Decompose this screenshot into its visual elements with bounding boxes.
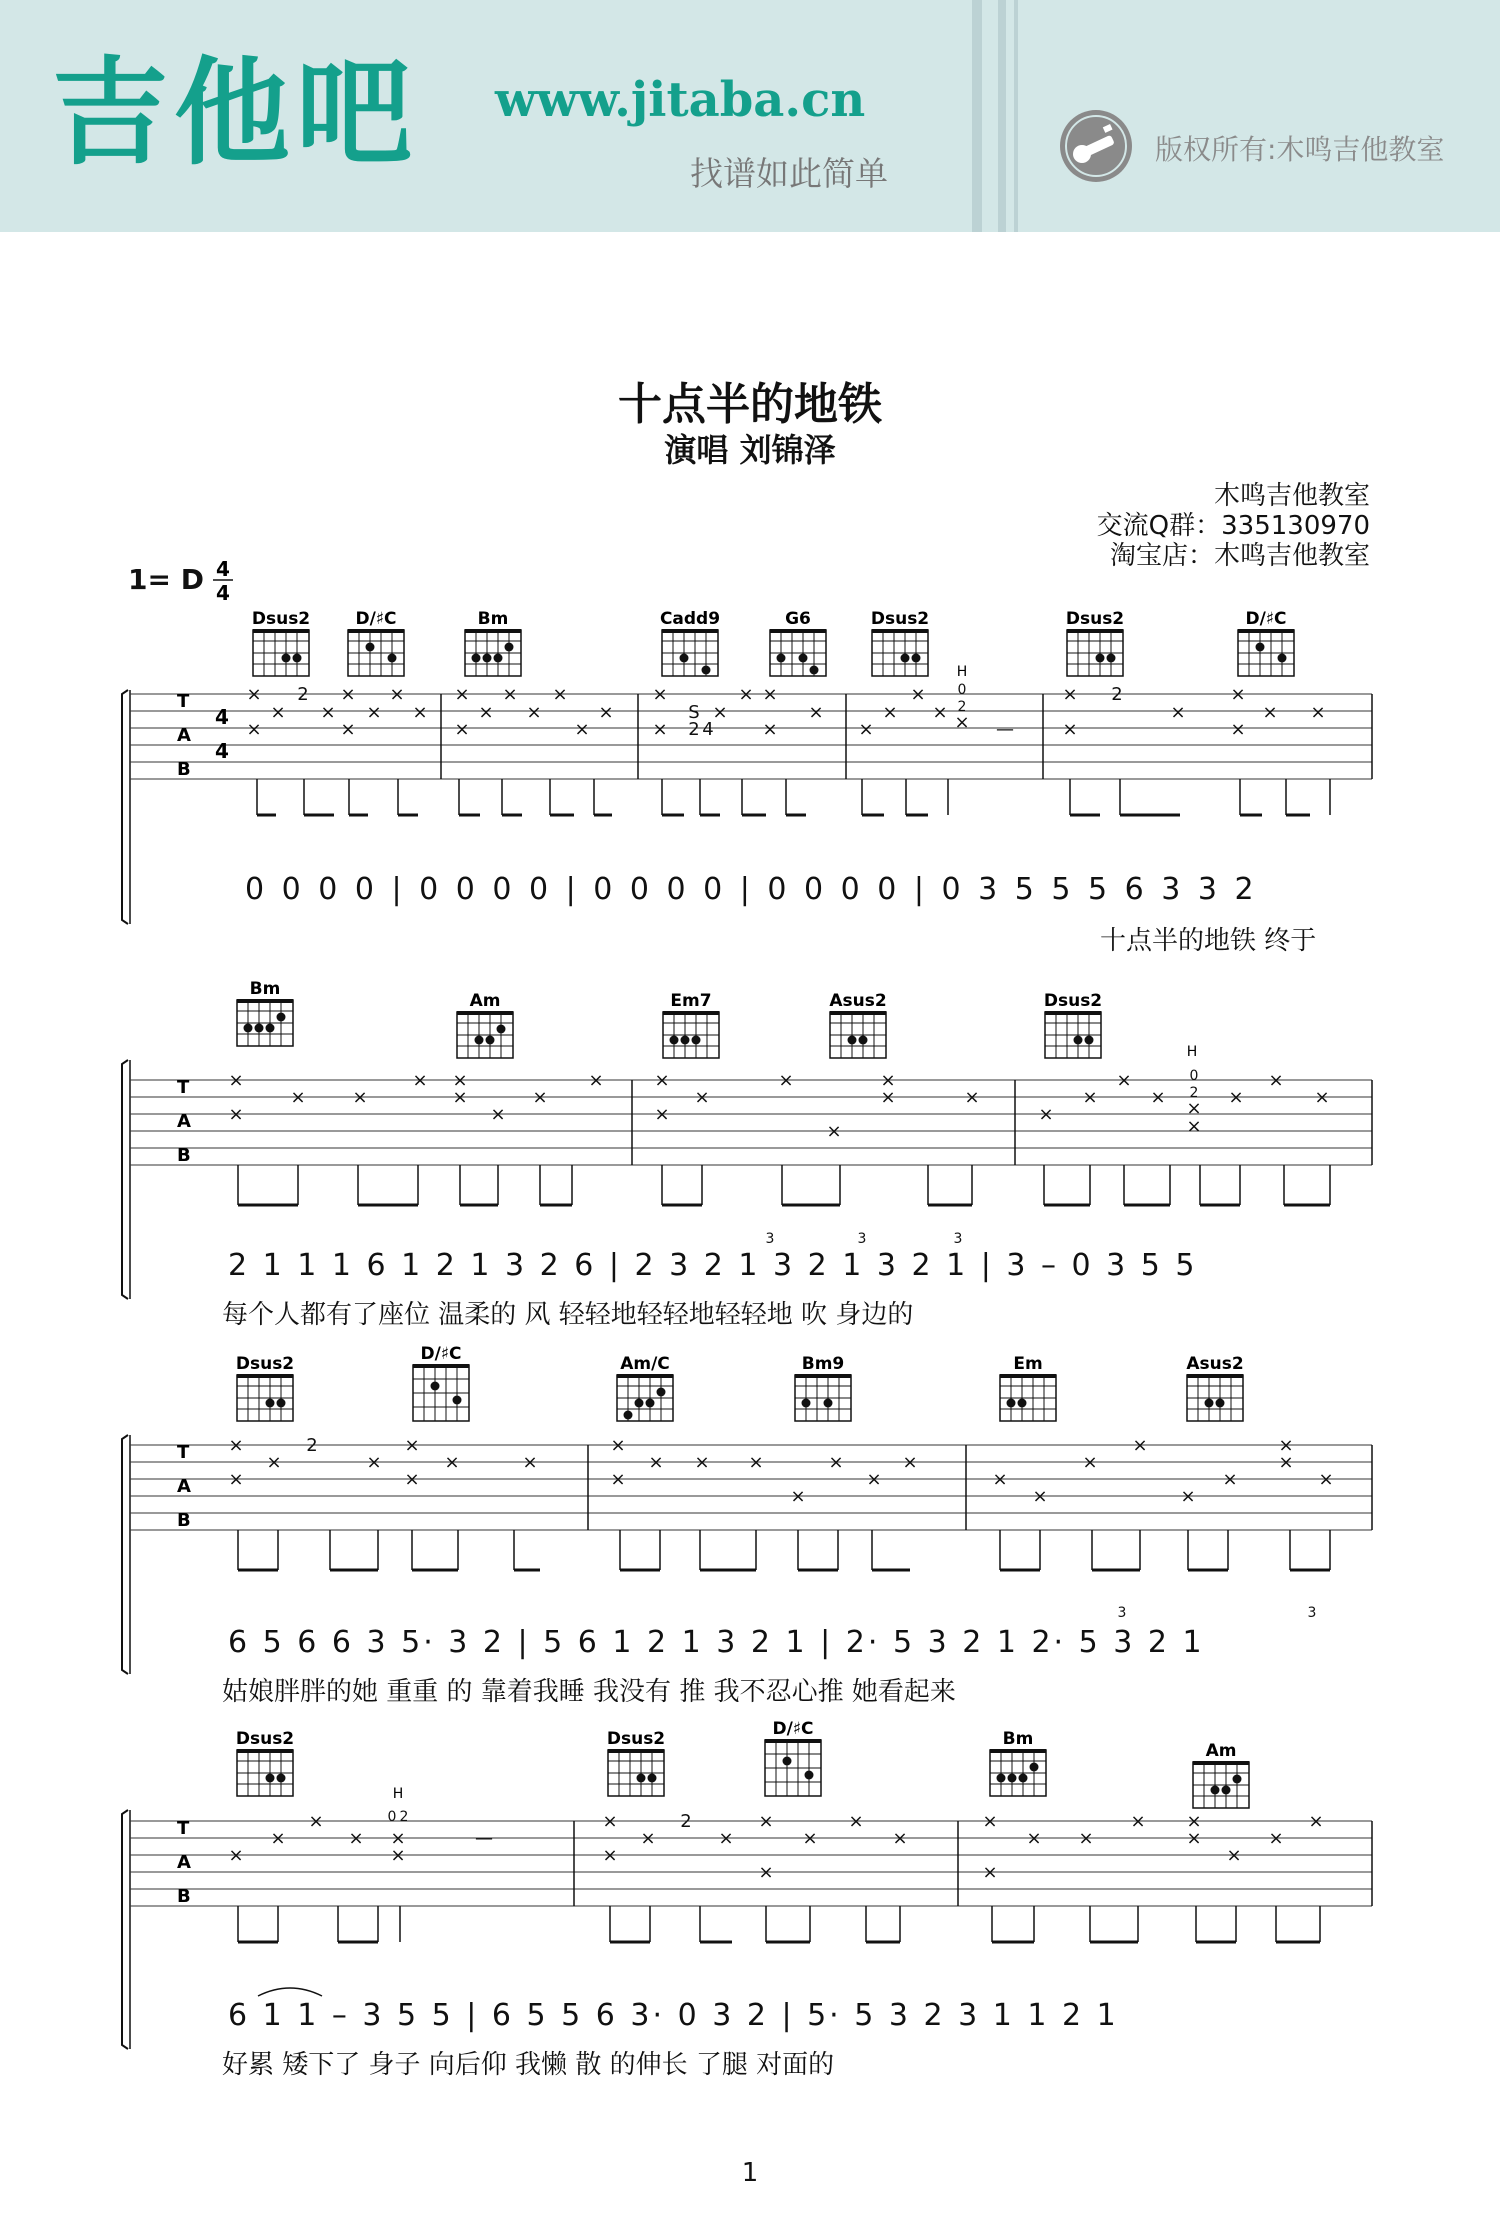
lyrics-line: 姑娘胖胖的她 重重 的 靠着我睡 我没有 推 我不忍心推 她看起来 (222, 1677, 956, 1707)
time-sig-bottom: 4 (216, 581, 230, 604)
numbered-notation: 0 0 0 0 | 0 0 0 0 | 0 0 0 0 | 0 0 0 0 | 0 3 5 5 5 6 3 3 2 (245, 872, 1258, 907)
svg-text:×: × (910, 684, 926, 705)
svg-text:×: × (352, 1087, 368, 1108)
svg-text:×: × (964, 1087, 980, 1108)
svg-text:×: × (404, 1435, 420, 1456)
svg-text:×: × (762, 684, 778, 705)
svg-text:2: 2 (957, 699, 967, 715)
chord-name: Dsus2 (870, 609, 930, 629)
time-sig-top: 4 (216, 557, 230, 581)
shop-name: 淘宝店：木鸣吉他教室 (1109, 541, 1370, 571)
svg-text:×: × (412, 702, 428, 723)
svg-text:2: 2 (399, 1809, 409, 1825)
svg-text:×: × (882, 702, 898, 723)
chord-diagram (617, 1354, 673, 1421)
svg-text:A: A (177, 1111, 191, 1132)
chord-name: Dsus2 (606, 1729, 666, 1749)
svg-text:×: × (1314, 1087, 1330, 1108)
chord-name: Em7 (670, 991, 712, 1011)
svg-text:×: × (738, 684, 754, 705)
svg-text:×: × (1318, 1469, 1334, 1490)
svg-text:×: × (1268, 1828, 1284, 1849)
chord-diagram (990, 1729, 1046, 1796)
chord-diagram (663, 991, 719, 1058)
svg-text:×: × (1228, 1087, 1244, 1108)
svg-text:×: × (1230, 719, 1246, 740)
svg-text:×: × (1038, 1104, 1054, 1125)
svg-text:×: × (652, 684, 668, 705)
svg-text:×: × (848, 1811, 864, 1832)
svg-text:×: × (270, 1828, 286, 1849)
svg-text:×: × (1278, 1435, 1294, 1456)
svg-text:T: T (177, 691, 190, 712)
svg-text:×: × (228, 1469, 244, 1490)
song-title: 十点半的地铁 (618, 379, 882, 430)
svg-text:×: × (954, 712, 970, 733)
svg-text:×: × (1278, 1452, 1294, 1473)
svg-text:B: B (177, 1145, 191, 1166)
svg-text:×: × (270, 702, 286, 723)
brand-url[interactable]: www.jitaba.cn (495, 72, 866, 128)
svg-text:×: × (826, 1121, 842, 1142)
chord-diagram (829, 991, 886, 1058)
svg-text:×: × (1186, 1828, 1202, 1849)
svg-text:×: × (694, 1087, 710, 1108)
chord-diagram (457, 991, 513, 1058)
svg-text:×: × (982, 1862, 998, 1883)
svg-text:×: × (574, 719, 590, 740)
svg-text:×: × (320, 702, 336, 723)
page-number: 1 (741, 2158, 759, 2188)
lyrics-line: 十点半的地铁 终于 (1100, 926, 1317, 956)
svg-text:×: × (758, 1862, 774, 1883)
chord-name: Dsus2 (1043, 991, 1103, 1011)
svg-text:×: × (404, 1469, 420, 1490)
svg-text:×: × (762, 719, 778, 740)
svg-text:×: × (390, 1845, 406, 1866)
svg-text:×: × (389, 684, 405, 705)
chord-name: Dsus2 (251, 609, 311, 629)
svg-text:T: T (177, 1442, 190, 1463)
svg-text:×: × (1186, 1116, 1202, 1137)
svg-text:×: × (610, 1435, 626, 1456)
svg-text:×: × (228, 1104, 244, 1125)
svg-text:×: × (1150, 1087, 1166, 1108)
chord-diagram (236, 1729, 294, 1796)
svg-text:×: × (602, 1845, 618, 1866)
svg-text:×: × (718, 1828, 734, 1849)
header-stripe (1014, 0, 1018, 232)
svg-text:×: × (228, 1070, 244, 1091)
chord-name: D/♯C (355, 609, 397, 629)
svg-text:B: B (177, 1510, 191, 1531)
svg-text:×: × (892, 1828, 908, 1849)
svg-text:×: × (758, 1811, 774, 1832)
svg-text:×: × (522, 1452, 538, 1473)
svg-text:×: × (290, 1087, 306, 1108)
site-header (0, 0, 1500, 232)
svg-text:—: — (475, 1828, 493, 1849)
svg-text:×: × (1078, 1828, 1094, 1849)
score-system (0, 960, 1500, 1330)
chord-diagram (871, 609, 929, 676)
svg-text:×: × (1310, 702, 1326, 723)
svg-text:×: × (1180, 1486, 1196, 1507)
svg-text:0: 0 (1189, 1068, 1199, 1084)
chord-name: D/♯C (1245, 609, 1287, 629)
svg-text:—: — (996, 719, 1014, 740)
chord-diagram (1238, 609, 1294, 676)
chord-name: Bm (1002, 1729, 1034, 1749)
svg-text:2: 2 (1189, 1085, 1199, 1101)
chord-name: G6 (785, 609, 811, 629)
svg-text:B: B (177, 1886, 191, 1907)
svg-text:3: 3 (857, 1231, 867, 1247)
chord-diagram (413, 1344, 469, 1421)
chord-diagram (660, 609, 720, 676)
svg-text:×: × (246, 719, 262, 740)
svg-text:4: 4 (215, 705, 229, 729)
svg-text:×: × (1222, 1469, 1238, 1490)
chord-name: Bm9 (801, 1354, 845, 1374)
svg-text:×: × (1186, 1098, 1202, 1119)
svg-text:×: × (992, 1469, 1008, 1490)
svg-text:×: × (802, 1828, 818, 1849)
svg-text:T: T (177, 1077, 190, 1098)
svg-text:×: × (712, 702, 728, 723)
brand-name: 吉他吧 (52, 46, 418, 181)
svg-text:×: × (1308, 1811, 1324, 1832)
svg-text:×: × (652, 719, 668, 740)
svg-text:A: A (177, 1852, 191, 1873)
svg-text:×: × (808, 702, 824, 723)
score-system (0, 1710, 1500, 2090)
svg-text:×: × (1032, 1486, 1048, 1507)
svg-text:×: × (552, 684, 568, 705)
svg-text:×: × (526, 702, 542, 723)
chord-name: Am (1205, 1741, 1237, 1761)
svg-text:B: B (177, 759, 191, 780)
svg-text:×: × (228, 1845, 244, 1866)
svg-text:×: × (982, 1811, 998, 1832)
svg-text:S: S (688, 702, 700, 723)
svg-text:×: × (1062, 719, 1078, 740)
svg-text:×: × (858, 719, 874, 740)
svg-text:×: × (602, 1811, 618, 1832)
chord-diagram (1186, 1354, 1243, 1421)
header-stripe (972, 0, 982, 232)
svg-text:2: 2 (688, 719, 700, 740)
chord-diagram (252, 609, 310, 676)
chord-name: Dsus2 (235, 1729, 295, 1749)
chord-diagram (1000, 1354, 1056, 1421)
svg-text:×: × (610, 1469, 626, 1490)
svg-text:×: × (654, 1070, 670, 1091)
svg-text:H: H (1186, 1044, 1198, 1060)
svg-text:×: × (1268, 1070, 1284, 1091)
svg-text:2: 2 (306, 1435, 318, 1456)
tab-staff (130, 1044, 1372, 1205)
score-system (0, 590, 1500, 956)
svg-text:4: 4 (215, 739, 229, 763)
svg-text:4: 4 (702, 719, 714, 740)
svg-text:×: × (366, 1452, 382, 1473)
svg-text:×: × (1132, 1435, 1148, 1456)
svg-text:×: × (340, 719, 356, 740)
svg-text:×: × (366, 702, 382, 723)
chord-name: D/♯C (420, 1344, 462, 1364)
svg-text:×: × (880, 1087, 896, 1108)
numbered-notation: 2 1 1 1 6 1 2 1 3 2 6 | 2 3 2 1 3 2 1 3 2 1 | 3 – 0 3 5 5 (228, 1248, 1198, 1283)
chord-diagram (1193, 1741, 1249, 1808)
svg-text:×: × (654, 1104, 670, 1125)
svg-text:×: × (880, 1070, 896, 1091)
svg-text:×: × (454, 684, 470, 705)
chord-name: Em (1013, 1354, 1043, 1374)
svg-text:×: × (1116, 1070, 1132, 1091)
brand-slogan: 找谱如此简单 (690, 154, 888, 193)
svg-text:×: × (478, 702, 494, 723)
svg-text:×: × (452, 1070, 468, 1091)
tab-staff (130, 1435, 1372, 1570)
svg-text:2: 2 (680, 1811, 692, 1832)
chord-name: Am/C (620, 1354, 670, 1374)
svg-text:×: × (1226, 1845, 1242, 1866)
lyrics-line: 每个人都有了座位 温柔的 风 轻轻地轻轻地轻轻地 吹 身边的 (222, 1300, 914, 1330)
svg-text:3: 3 (765, 1231, 775, 1247)
svg-text:H: H (956, 664, 968, 680)
svg-text:A: A (177, 1476, 191, 1497)
svg-text:×: × (1082, 1452, 1098, 1473)
qq-group: 交流Q群：335130970 (1096, 511, 1370, 541)
svg-text:×: × (828, 1452, 844, 1473)
svg-text:×: × (452, 1087, 468, 1108)
svg-text:×: × (266, 1452, 282, 1473)
lyrics-line: 好累 矮下了 身子 向后仰 我懒 散 的伸长 了腿 对面的 (222, 2050, 835, 2080)
chord-diagram (465, 609, 521, 676)
svg-text:0: 0 (957, 682, 967, 698)
chord-diagram (607, 1729, 665, 1796)
svg-text:×: × (932, 702, 948, 723)
chord-diagram (1066, 609, 1124, 676)
chord-name: Bm (249, 979, 281, 999)
svg-text:2: 2 (1111, 684, 1123, 705)
svg-text:×: × (454, 719, 470, 740)
svg-text:A: A (177, 725, 191, 746)
svg-text:×: × (1230, 684, 1246, 705)
chord-name: Cadd9 (659, 609, 721, 629)
chord-name: D/♯C (772, 1719, 814, 1739)
svg-text:×: × (1062, 684, 1078, 705)
svg-text:×: × (502, 684, 518, 705)
svg-text:×: × (532, 1087, 548, 1108)
svg-text:×: × (1170, 702, 1186, 723)
svg-text:×: × (902, 1452, 918, 1473)
svg-text:3: 3 (953, 1231, 963, 1247)
chord-diagram (770, 609, 826, 676)
tab-staff (130, 1786, 1372, 1942)
svg-text:×: × (588, 1070, 604, 1091)
svg-text:3: 3 (1117, 1605, 1127, 1621)
svg-text:×: × (1082, 1087, 1098, 1108)
chord-diagram (1044, 991, 1102, 1058)
numbered-notation: 6 1 1 – 3 5 5 | 6 5 5 6 3· 0 3 2 | 5· 5 3 2 3 1 1 2 1 (228, 1998, 1119, 2033)
svg-text:×: × (866, 1469, 882, 1490)
guitar-badge-icon (1058, 108, 1134, 184)
svg-text:0: 0 (387, 1809, 397, 1825)
chord-diagram (348, 609, 404, 676)
tab-staff (130, 664, 1372, 815)
svg-text:2: 2 (297, 684, 309, 705)
svg-text:×: × (1130, 1811, 1146, 1832)
score-system (0, 1335, 1500, 1707)
svg-text:×: × (1262, 702, 1278, 723)
svg-text:×: × (246, 684, 262, 705)
svg-text:×: × (748, 1452, 764, 1473)
svg-text:×: × (640, 1828, 656, 1849)
svg-text:×: × (694, 1452, 710, 1473)
svg-text:H: H (392, 1786, 404, 1802)
svg-text:×: × (340, 684, 356, 705)
chord-name: Dsus2 (235, 1354, 295, 1374)
svg-text:×: × (598, 702, 614, 723)
chord-diagram (237, 979, 293, 1046)
svg-text:×: × (778, 1070, 794, 1091)
chord-name: Bm (477, 609, 509, 629)
svg-text:×: × (1026, 1828, 1042, 1849)
numbered-notation: 6 5 6 6 3 5· 3 2 | 5 6 1 2 1 3 2 1 | 2· 5 3 2 1 2· 5 3 2 1 (228, 1625, 1205, 1660)
chord-diagram (795, 1354, 851, 1421)
svg-text:×: × (444, 1452, 460, 1473)
chord-name: Am (469, 991, 501, 1011)
svg-text:×: × (648, 1452, 664, 1473)
svg-text:T: T (177, 1818, 190, 1839)
chord-diagram (765, 1719, 821, 1796)
svg-text:×: × (412, 1070, 428, 1091)
svg-text:3: 3 (1307, 1605, 1317, 1621)
svg-text:×: × (348, 1828, 364, 1849)
key-label: 1= D (128, 563, 204, 596)
singer-name: 演唱 刘锦泽 (664, 431, 836, 469)
svg-text:×: × (1186, 1811, 1202, 1832)
chord-diagram (236, 1354, 294, 1421)
svg-text:×: × (790, 1486, 806, 1507)
chord-name: Dsus2 (1065, 609, 1125, 629)
svg-text:×: × (490, 1104, 506, 1125)
chord-name: Asus2 (1186, 1354, 1244, 1374)
chord-name: Asus2 (829, 991, 887, 1011)
svg-text:×: × (308, 1811, 324, 1832)
svg-text:×: × (390, 1828, 406, 1849)
studio-name: 木鸣吉他教室 (1213, 481, 1370, 511)
copyright-text: 版权所有:木鸣吉他教室 (1155, 133, 1445, 166)
svg-text:×: × (228, 1435, 244, 1456)
system-svg (0, 1710, 1500, 2090)
header-stripe (998, 0, 1006, 232)
